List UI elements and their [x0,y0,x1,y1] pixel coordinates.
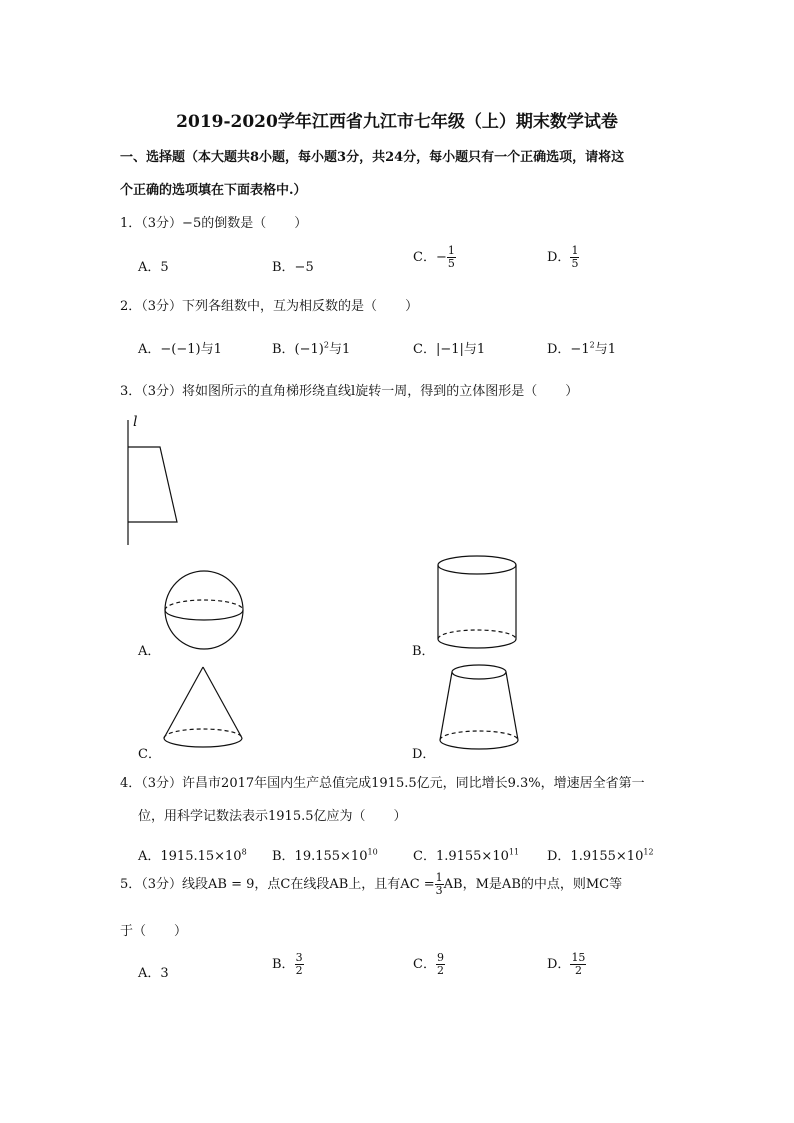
q3-option-d: D． [412,747,436,762]
section-heading-line2: 个正确的选项填在下面表格中.） [120,183,307,198]
axis-label-l: l [133,414,138,430]
q2-option-a: A．−(−1)与1 [138,342,222,357]
q4-option-c: C．$1.9155\times 10^{11}$ [413,847,520,864]
q5-option-a: A．3 [138,966,169,981]
cylinder-icon [436,553,521,653]
q5-option-d: D． $\frac{15}{2}$ [547,951,586,977]
q1-text: −5的倒数是（ [182,216,267,231]
q1-option-b: B．−5 [272,260,314,275]
q4-option-d: D．$1.9155\times 10^{12}$ [547,847,654,864]
q5-option-b: B． $\frac{3}{2}$ [272,951,303,977]
section-heading-line1: 一、选择题（本大题共8小题，每小题3分，共24分，每小题只有一个正确选项，请将这 [120,150,625,165]
question-4-stem-line1: 4．（3分）许昌市2017年国内生产总值完成1915.5亿元，同比增长9.3%，增速居全省第一 [120,776,645,791]
q3-option-c: C． [138,747,161,762]
q1-c-label: C．− [413,250,447,265]
q2-option-b: B．$(-1)^2$与1 [272,340,351,357]
question-2-stem [120,295,418,314]
page-title: 2019-2020学年江西省九江市七年级（上）期末数学试卷 [176,112,618,132]
q2-number: 2．（3分） [120,299,183,314]
q2-option-d: D．$-1^2$与1 [547,340,616,357]
frustum-icon [438,660,523,755]
question-4-stem-line2: 位，用科学记数法表示1915.5亿应为（ ） [138,809,407,824]
question-5-stem-line1: 5．（3分）线段AB = 9，点C在线段AB上，且有AC = $\frac{1}{3}$ AB，M是AB的中点，则MC等 [120,871,623,897]
q3-option-a: A． [138,644,161,659]
q3-number: 3．（3分） [120,384,183,399]
q5-fraction: $\frac{1}{3}$ [435,871,443,897]
q1-c-fraction: $\frac{1}{5}$ [447,244,455,270]
q3-close: ） [565,384,579,399]
q1-d-label: D． [547,250,571,265]
q4-option-b: B．$19.155\times 10^{10}$ [272,847,378,864]
q1-option-c [413,245,456,270]
question-5-stem-line2: 于（ ） [120,924,188,939]
sphere-icon [160,570,250,650]
question-3-stem [120,380,578,399]
q2-text: 下列各组数中，互为相反数的是（ [182,299,378,314]
q5-option-c: C． $\frac{9}{2}$ [413,951,444,977]
question-1-stem [120,212,307,231]
q3-option-b: B． [412,644,435,659]
q2-option-c: C．|−1|与1 [413,342,486,357]
q1-option-a: A．5 [138,260,169,275]
trapezoid-figure [120,412,190,547]
q1-option-d [547,245,579,270]
q3-text: 将如图所示的直角梯形绕直线l旋转一周，得到的立体图形是（ [182,384,538,399]
q1-close: ） [294,216,308,231]
cone-icon [162,665,247,755]
q2-close: ） [405,299,419,314]
q1-d-fraction: $\frac{1}{5}$ [571,244,579,270]
q4-option-a: A．$1915.15\times 10^8$ [138,847,247,864]
q1-number: 1．（3分） [120,216,183,231]
